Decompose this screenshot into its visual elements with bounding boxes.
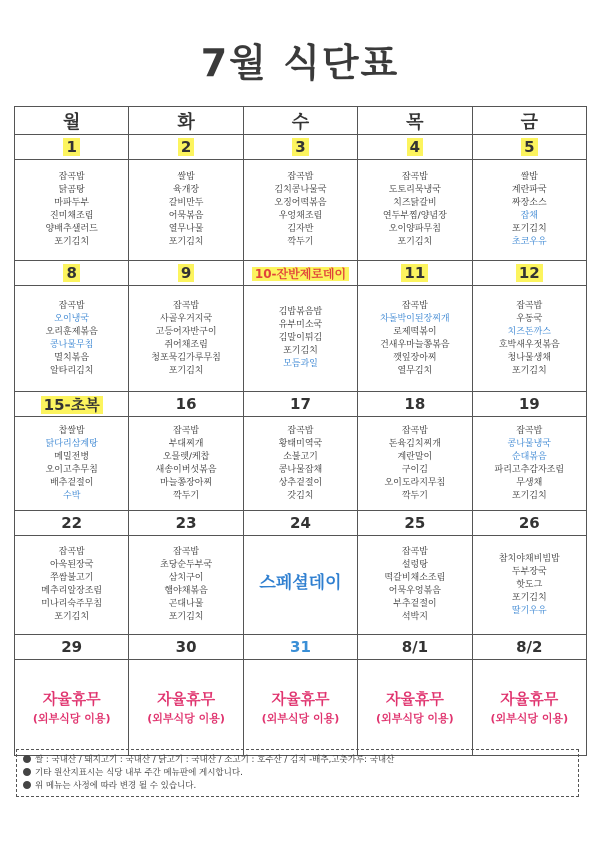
- date-cell: [358, 511, 472, 536]
- menu-item: 깍두기: [401, 490, 428, 501]
- menu-row: [15, 160, 587, 261]
- menu-item: 쭈쌈불고기: [49, 573, 94, 583]
- holiday-title: 자율휴무: [385, 689, 444, 708]
- holiday-title: 자율휴무: [500, 689, 559, 708]
- menu-cell: [129, 536, 243, 635]
- menu-item: 순대볶음: [511, 451, 547, 462]
- date-label: 8: [63, 264, 79, 282]
- menu-item: 유부미소국: [278, 320, 323, 330]
- menu-item: 곤대나물: [168, 599, 204, 609]
- date-label: 25: [404, 514, 426, 532]
- menu-cell: [243, 160, 357, 261]
- date-cell: [358, 135, 472, 160]
- menu-item: 포기김치: [168, 612, 204, 622]
- date-cell: [358, 635, 472, 660]
- note-posting: 기타 원산지표시는 식당 내부 주간 메뉴판에 게시합니다.: [23, 767, 572, 780]
- menu-item: 쌀밥: [520, 172, 538, 182]
- menu-item: 잡곡밥: [516, 425, 543, 436]
- menu-item: 미나리숙주무침: [41, 599, 103, 609]
- menu-item: 진미채조림: [49, 211, 94, 221]
- menu-row: [15, 417, 587, 511]
- menu-cell: [129, 286, 243, 392]
- menu-cell: [243, 417, 357, 511]
- menu-item: 김밥볶음밥: [278, 307, 323, 317]
- date-label: 4: [407, 138, 423, 156]
- date-label: 24: [290, 514, 311, 532]
- weekday-fri: 금: [472, 107, 586, 135]
- menu-item: 잡곡밥: [516, 300, 543, 311]
- menu-cell: [472, 417, 586, 511]
- menu-item: 멸치볶음: [54, 352, 90, 363]
- date-label: 15-초복: [41, 396, 103, 414]
- date-label: 2: [178, 138, 194, 156]
- menu-cell: [358, 160, 472, 261]
- date-cell: [243, 261, 357, 286]
- menu-item: 오이냉국: [54, 313, 90, 324]
- menu-item: 갓김치: [287, 490, 314, 501]
- menu-item: 포기김치: [511, 592, 547, 603]
- menu-item: 깻잎장아찌: [393, 352, 437, 363]
- date-row: [15, 511, 587, 536]
- menu-item: 청나물생채: [507, 352, 552, 363]
- menu-item: 콩나물냉국: [507, 438, 552, 449]
- menu-item: 잡곡밥: [173, 300, 200, 311]
- menu-cell: [15, 160, 129, 261]
- holiday-subtitle: (외부식당 이용): [490, 711, 569, 725]
- date-cell: [472, 511, 586, 536]
- menu-item: 황태미역국: [278, 438, 323, 449]
- date-cell: [15, 392, 129, 417]
- menu-row: [15, 660, 587, 756]
- notes-box: [16, 749, 579, 797]
- menu-item: 부대찌개: [168, 438, 204, 449]
- menu-cell: [243, 660, 357, 756]
- menu-item: 차돌박이된장찌개: [380, 313, 450, 324]
- menu-item: 포기김치: [54, 612, 90, 622]
- menu-item: 잡곡밥: [173, 425, 200, 436]
- holiday-subtitle: (외부식당 이용): [376, 711, 454, 725]
- menu-item: 김치콩나물국: [274, 185, 327, 195]
- menu-item: 아욱된장국: [49, 560, 94, 570]
- menu-item: 두부장국: [511, 566, 547, 577]
- menu-cell: [472, 160, 586, 261]
- date-cell: [243, 135, 357, 160]
- date-row: [15, 635, 587, 660]
- date-label: 3: [292, 138, 308, 156]
- weekday-mon: 월: [15, 107, 129, 135]
- special-day-label: 스페셜데이: [259, 573, 342, 593]
- menu-item: 설렁탕: [401, 560, 428, 570]
- menu-item: 새송이버섯볶음: [155, 464, 217, 475]
- note-origin: 쌀 : 국내산 / 돼지고기 : 국내산 / 닭고기 : 국내산 / 소고기 : 호주산 / 김치 -배추,고춧가루: 국내산: [23, 754, 572, 767]
- menu-item: 고등어자반구이: [155, 326, 217, 337]
- menu-item: 열무김치: [397, 365, 433, 376]
- weekday-wed: 수: [243, 107, 357, 135]
- menu-item: 잡곡밥: [58, 547, 85, 557]
- menu-item: 호박새우젓볶음: [498, 339, 560, 350]
- menu-item: 포기김치: [397, 237, 433, 247]
- menu-item: 잡곡밥: [287, 172, 314, 182]
- menu-item: 포기김치: [168, 365, 204, 376]
- date-label: 17: [290, 395, 311, 413]
- menu-item: 삼치구이: [168, 573, 204, 583]
- date-cell: [15, 511, 129, 536]
- menu-item: 석박지: [401, 612, 428, 622]
- date-label: 5: [521, 138, 537, 156]
- date-cell: [15, 135, 129, 160]
- menu-item: 구이김: [401, 464, 428, 475]
- holiday-title: 자율휴무: [157, 689, 216, 708]
- menu-item: 마늘쫑장아찌: [160, 477, 213, 488]
- menu-item: 계란말이: [397, 451, 433, 462]
- menu-cell: [472, 286, 586, 392]
- menu-item: 어묵볶음: [168, 211, 204, 221]
- menu-item: 오이도라지무침: [384, 477, 446, 488]
- date-label: 8/2: [516, 638, 543, 656]
- weekday-tue: 화: [129, 107, 243, 135]
- date-cell: [129, 135, 243, 160]
- menu-item: 부추겉절이: [393, 599, 437, 609]
- menu-item: 돈육김치찌개: [388, 438, 441, 449]
- menu-item: 포기김치: [54, 237, 90, 247]
- menu-cell: [15, 286, 129, 392]
- menu-cell: [129, 160, 243, 261]
- menu-item: 포기김치: [511, 224, 547, 234]
- weekday-header-row: [15, 107, 587, 135]
- bullet-icon: [23, 755, 31, 763]
- menu-cell: [129, 417, 243, 511]
- menu-item: 닭곰탕: [58, 185, 85, 195]
- date-cell: [243, 392, 357, 417]
- menu-cell: [358, 536, 472, 635]
- date-row: [15, 261, 587, 286]
- date-label: 10-잔반제로데이: [252, 267, 349, 281]
- menu-cell: [15, 417, 129, 511]
- date-row: [15, 392, 587, 417]
- menu-item: 양배추샐러드: [45, 224, 98, 234]
- menu-item: 잡채: [520, 211, 538, 221]
- date-cell: [472, 392, 586, 417]
- menu-item: 포기김치: [168, 237, 204, 247]
- menu-item: 건새우마늘쫑볶음: [380, 339, 450, 350]
- menu-item: 청포묵김가루무침: [151, 352, 221, 363]
- menu-item: 떡갈비채소조림: [384, 573, 446, 583]
- menu-item: 배추겉절이: [49, 477, 94, 488]
- menu-item: 상추겉절이: [278, 477, 323, 488]
- menu-row: [15, 536, 587, 635]
- date-label: 29: [61, 638, 83, 656]
- date-cell: [15, 635, 129, 660]
- menu-item: 메밀전병: [54, 451, 90, 462]
- menu-cell: [15, 660, 129, 756]
- menu-item: 초코우유: [511, 237, 547, 247]
- date-row: [15, 135, 587, 160]
- menu-item: 치즈돈까스: [507, 326, 552, 337]
- page-title: 7월 식단표: [200, 41, 400, 85]
- menu-item: 잡곡밥: [58, 172, 85, 182]
- menu-item: 햄야채볶음: [164, 586, 208, 596]
- date-cell: [243, 511, 357, 536]
- menu-item: 깍두기: [173, 490, 200, 501]
- menu-item: 어묵우엉볶음: [388, 586, 441, 596]
- menu-item: 김말이튀김: [278, 333, 323, 343]
- menu-item: 잡곡밥: [401, 172, 428, 182]
- menu-item: 닭다리삼계탕: [45, 438, 98, 449]
- menu-cell: [472, 660, 586, 756]
- menu-item: 오이고추무침: [45, 464, 98, 475]
- menu-item: 참치야채비빔밥: [498, 553, 560, 564]
- menu-item: 핫도그: [516, 579, 543, 590]
- menu-item: 연두부찜/양념장: [382, 211, 447, 221]
- date-label: 11: [401, 264, 428, 282]
- menu-item: 육개장: [173, 185, 200, 195]
- menu-item: 잡곡밥: [58, 300, 85, 311]
- menu-cell: [129, 660, 243, 756]
- menu-item: 김자반: [287, 224, 314, 234]
- bullet-icon: [23, 768, 31, 776]
- note-change: 위 메뉴는 사정에 따라 변경 될 수 있습니다.: [23, 780, 572, 793]
- date-cell: [472, 635, 586, 660]
- menu-item: 우엉채조림: [278, 211, 323, 221]
- menu-table: [14, 106, 587, 756]
- menu-item: 갈비만두: [168, 198, 204, 208]
- menu-item: 메추리알장조림: [41, 586, 103, 596]
- menu-item: 소불고기: [283, 451, 318, 462]
- date-label: 18: [404, 395, 426, 413]
- menu-item: 알타리김치: [49, 365, 94, 376]
- date-label: 8/1: [401, 638, 429, 656]
- holiday-subtitle: (외부식당 이용): [147, 711, 225, 725]
- weekday-thu: 목: [358, 107, 472, 135]
- date-label: 26: [518, 514, 540, 532]
- date-cell: [358, 392, 472, 417]
- holiday-subtitle: (외부식당 이용): [32, 711, 111, 725]
- menu-row: [15, 286, 587, 392]
- menu-item: 딸기우유: [511, 605, 547, 616]
- menu-item: 오징어떡볶음: [274, 198, 327, 208]
- menu-item: 마파두부: [54, 198, 90, 208]
- menu-item: 무생채: [516, 477, 543, 488]
- menu-cell: [472, 536, 586, 635]
- menu-cell: [358, 660, 472, 756]
- menu-item: 짜장소스: [511, 198, 547, 208]
- menu-cell: [15, 536, 129, 635]
- date-cell: [129, 261, 243, 286]
- menu-item: 콩나물잡채: [278, 464, 323, 475]
- date-label: 1: [63, 138, 79, 156]
- menu-cell: [358, 417, 472, 511]
- menu-item: 깍두기: [287, 237, 314, 247]
- menu-item: 모듬과일: [283, 359, 318, 369]
- date-label: 9: [178, 264, 194, 282]
- date-label: 30: [175, 638, 197, 656]
- menu-cell: [243, 536, 357, 635]
- menu-item: 포기김치: [511, 490, 547, 501]
- menu-item: 오믈렛/케찹: [162, 451, 210, 462]
- date-label: 23: [175, 514, 197, 532]
- date-cell: [129, 635, 243, 660]
- date-cell: [243, 635, 357, 660]
- menu-cell: [358, 286, 472, 392]
- menu-item: 잡곡밥: [401, 300, 428, 311]
- menu-item: 오리훈제볶음: [45, 326, 98, 337]
- menu-item: 잡곡밥: [173, 547, 200, 557]
- menu-item: 쌀밥: [177, 172, 195, 182]
- menu-cell: [243, 286, 357, 392]
- menu-item: 우동국: [516, 313, 543, 324]
- menu-item: 포기김치: [283, 346, 318, 356]
- date-label: 31: [290, 638, 311, 656]
- date-label: 12: [516, 264, 543, 282]
- menu-item: 잡곡밥: [401, 547, 428, 557]
- menu-item: 오이양파무침: [388, 224, 441, 234]
- menu-item: 도토리묵냉국: [388, 185, 441, 195]
- bullet-icon: [23, 781, 31, 789]
- date-cell: [129, 511, 243, 536]
- date-cell: [358, 261, 472, 286]
- menu-item: 로제떡볶이: [393, 326, 437, 337]
- holiday-title: 자율휴무: [271, 689, 330, 708]
- menu-item: 잡곡밥: [401, 425, 428, 436]
- date-cell: [472, 135, 586, 160]
- menu-item: 잡곡밥: [287, 425, 314, 436]
- menu-item: 찹쌀밥: [58, 425, 85, 436]
- menu-item: 계란파국: [511, 185, 547, 195]
- menu-item: 치즈닭갈비: [393, 198, 437, 208]
- menu-item: 열무나물: [168, 224, 204, 234]
- menu-item: 포기김치: [511, 365, 547, 376]
- date-cell: [129, 392, 243, 417]
- menu-item: 수박: [63, 490, 81, 501]
- menu-item: 쥐어채조림: [164, 339, 208, 350]
- holiday-title: 자율휴무: [42, 689, 101, 708]
- menu-item: 파리고추감자조림: [494, 464, 565, 475]
- menu-item: 콩나물무침: [49, 339, 94, 350]
- date-cell: [472, 261, 586, 286]
- date-label: 16: [175, 395, 197, 413]
- menu-item: 초당순두부국: [160, 560, 213, 570]
- holiday-subtitle: (외부식당 이용): [261, 711, 340, 725]
- date-cell: [15, 261, 129, 286]
- date-label: 22: [61, 514, 83, 532]
- date-label: 19: [518, 395, 540, 413]
- menu-item: 사골우거지국: [160, 313, 213, 324]
